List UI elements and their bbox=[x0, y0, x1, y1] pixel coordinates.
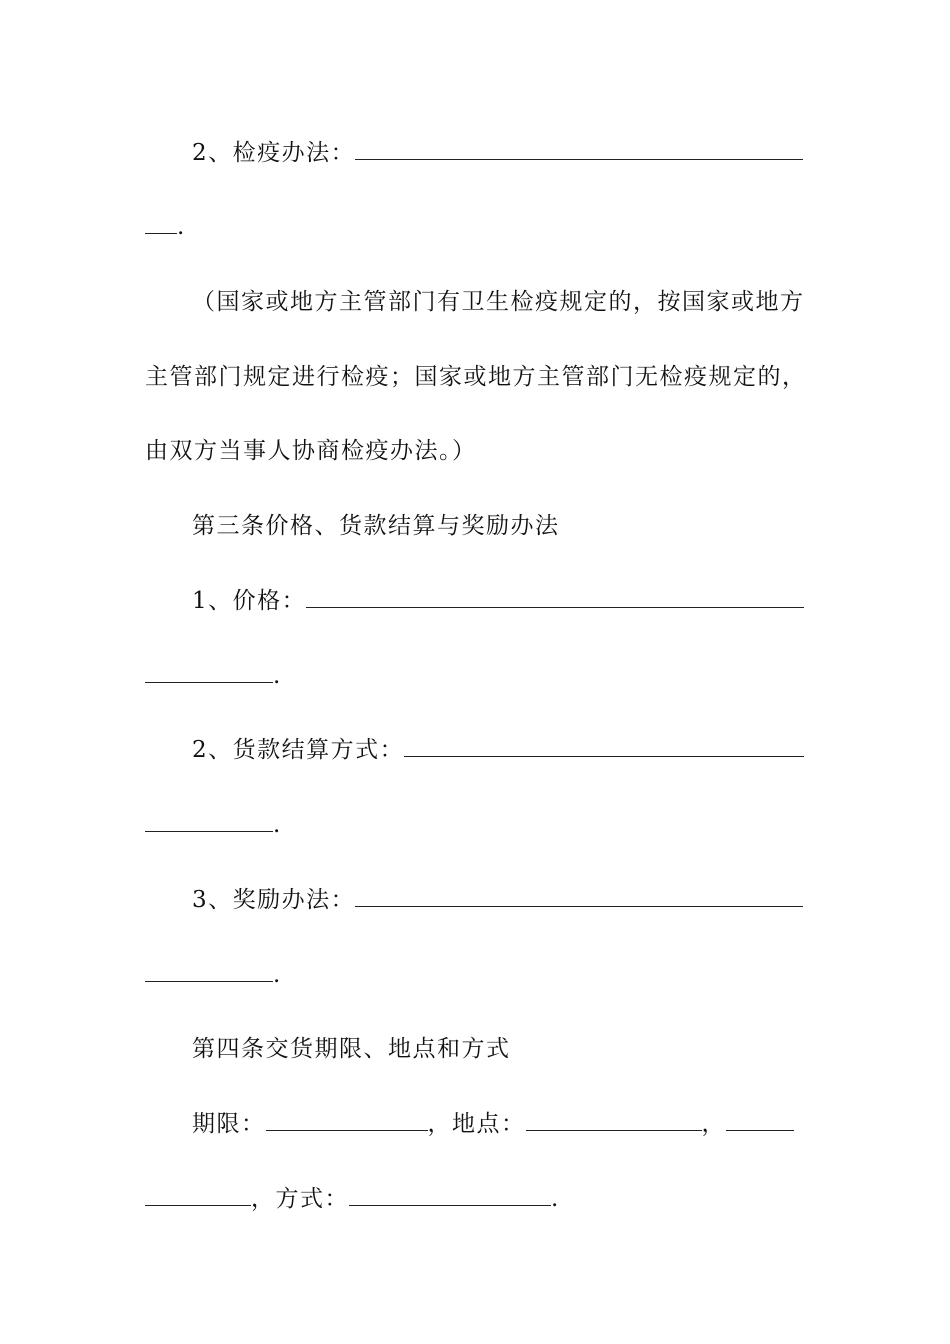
price-blank-cont[interactable] bbox=[145, 662, 273, 683]
price-tail: . bbox=[273, 663, 282, 689]
reward-tail: . bbox=[273, 962, 282, 988]
article3-heading: 第三条价格、货款结算与奖励办法 bbox=[192, 513, 560, 539]
settlement-label: 2、货款结算方式： bbox=[192, 737, 405, 763]
delivery-extra-blank-cont[interactable] bbox=[145, 1185, 251, 1206]
price-blank[interactable] bbox=[306, 587, 804, 608]
article4-heading: 第四条交货期限、地点和方式 bbox=[192, 1036, 511, 1062]
inspection-note-line-1: （国家或地方主管部门有卫生检疫规定的，按国家或地方 bbox=[192, 289, 805, 315]
inspection-note-line-3: 由双方当事人协商检疫办法。） bbox=[145, 438, 477, 464]
settlement-blank-cont[interactable] bbox=[145, 811, 273, 832]
reward-line bbox=[192, 885, 803, 915]
delivery-method-label: ，方式： bbox=[251, 1186, 349, 1212]
reward-blank[interactable] bbox=[355, 886, 803, 907]
settlement-tail: . bbox=[273, 812, 282, 838]
delivery-term-label: 期限： bbox=[192, 1111, 266, 1137]
inspection-method-continuation bbox=[145, 212, 186, 242]
delivery-extra-blank[interactable] bbox=[726, 1110, 794, 1131]
inspection-method-blank-cont[interactable] bbox=[145, 213, 177, 234]
inspection-method-line bbox=[192, 138, 803, 168]
delivery-method-blank[interactable] bbox=[349, 1185, 551, 1206]
delivery-line-2 bbox=[145, 1184, 560, 1214]
delivery-comma: ， bbox=[701, 1111, 726, 1137]
settlement-blank[interactable] bbox=[404, 736, 804, 757]
inspection-method-label: 2、检疫办法： bbox=[192, 140, 356, 166]
inspection-method-blank[interactable] bbox=[355, 139, 803, 160]
settlement-line bbox=[192, 735, 804, 765]
settlement-continuation bbox=[145, 810, 282, 840]
delivery-line-1 bbox=[192, 1109, 794, 1139]
price-label: 1、价格： bbox=[192, 588, 307, 614]
reward-blank-cont[interactable] bbox=[145, 961, 273, 982]
delivery-place-label: ，地点： bbox=[427, 1111, 526, 1137]
inspection-method-tail: . bbox=[177, 214, 186, 240]
inspection-note-line-2: 主管部门规定进行检疫；国家或地方主管部门无检疫规定的， bbox=[145, 364, 807, 390]
delivery-place-blank[interactable] bbox=[526, 1110, 702, 1131]
price-continuation bbox=[145, 661, 282, 691]
delivery-term-blank[interactable] bbox=[266, 1110, 428, 1131]
reward-continuation bbox=[145, 960, 282, 990]
reward-label: 3、奖励办法： bbox=[192, 887, 356, 913]
delivery-tail: . bbox=[551, 1186, 560, 1212]
price-line bbox=[192, 586, 804, 616]
